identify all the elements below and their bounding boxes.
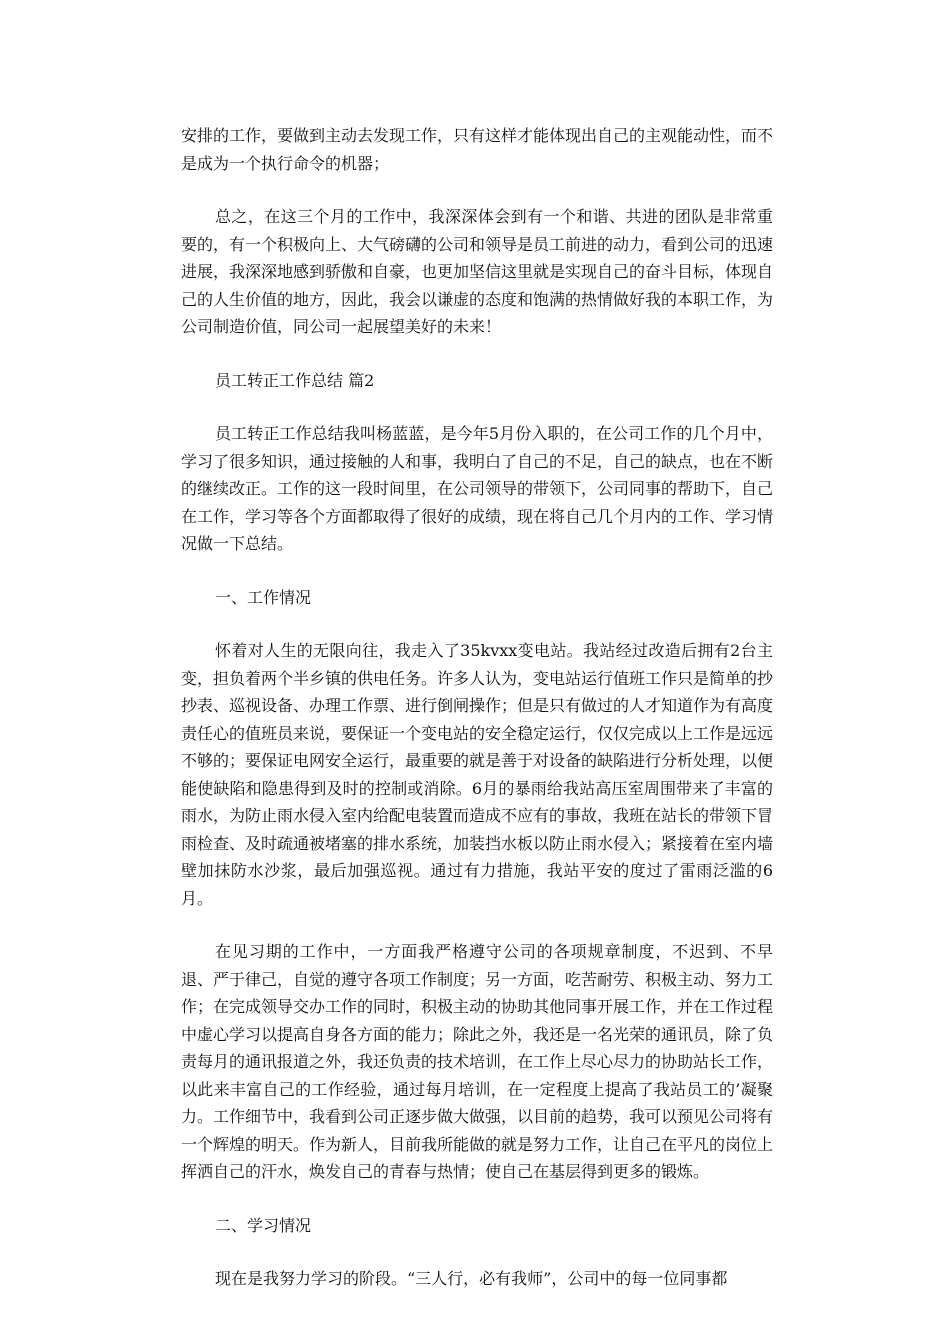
paragraph-continuation: 安排的工作，要做到主动去发现工作，只有这样才能体现出自己的主观能动性，而不是成为一个执行命令的机器； [181,126,774,173]
document-body [181,122,773,1319]
section-heading-work: 一、工作情况 [215,587,312,607]
article-title: 员工转正工作总结 篇2 [215,370,375,390]
paragraph-work-2: 在见习期的工作中，一方面我严格遵守公司的各项规章制度，不迟到、不早退、严于律己，自觉的遵守各项工作制度；另一方面，吃苦耐劳、积极主动、努力工作；在完成领导交办工作的同时，积极主动的协助其他同事开展工作，并在工作过程中虚心学习以提高自身各方面的能力；除此之外，我还是一名光荣的通讯员，除了负责每月的通讯报道之外，我还负责的技术培训，在工作上尽心尽力的协助站长工作，以此来丰富自己的工作经验，通过每月培训，在一定程度上提高了我站员工的’凝聚力。工作细节中，我看到公司正逐步做大做强，以目前的趋势，我可以预见公司将有一个辉煌的明天。作为新人，目前我所能做的就是努力工作，让自己在平凡的岗位上挥洒自己的汗水，焕发自己的青春与热情；使自己在基层得到更多的锻炼。 [181,942,774,1181]
paragraph-intro: 员工转正工作总结我叫杨蓝蓝，是今年5月份入职的，在公司工作的几个月中，学习了很多知识，通过接触的人和事，我明白了自己的不足，自己的缺点，也在不断的继续改正。工作的这一段时间里，在公司领导的带领下，公司同事的帮助下，自己在工作，学习等各个方面都取得了很好的成绩，现在将自己几个月内的工作、学习情况做一下总结。 [181,424,774,553]
paragraph-conclusion: 总之，在这三个月的工作中，我深深体会到有一个和谐、共进的团队是非常重要的，有一个积极向上、大气磅礴的公司和领导是员工前进的动力，看到公司的迅速进展，我深深地感到骄傲和自豪，也更加坚信这里就是实现自己的奋斗目标，体现自己的人生价值的地方，因此，我会以谦虚的态度和饱满的热情做好我的本职工作，为公司制造价值，同公司一起展望美好的未来！ [181,207,774,336]
section-heading-study: 二、学习情况 [215,1215,312,1235]
paragraph-work-1: 怀着对人生的无限向往，我走入了35kvxx变电站。我站经过改造后拥有2台主变，担负着两个半乡镇的供电任务。许多人认为，变电站运行值班工作只是简单的抄抄表、巡视设备、办理工作票、进行倒闸操作；但是只有做过的人才知道作为有高度责任心的值班员来说，要保证一个变电站的安全稳定运行，仅仅完成以上工作是远远不够的；要保证电网安全运行，最重要的就是善于对设备的缺陷进行分析处理，以便能使缺陷和隐患得到及时的控制或消除。6月的暴雨给我站高压室周围带来了丰富的雨水，为防止雨水侵入室内给配电装置而造成不应有的事故，我班在站长的带领下冒雨检查、及时疏通被堵塞的排水系统，加装挡水板以防止雨水侵入；紧接着在室内墙壁加抹防水沙浆，最后加强巡视。通过有力措施，我站平安的度过了雷雨泛滥的6月。 [181,641,774,908]
paragraph-study-1: 现在是我努力学习的阶段。“三人行，必有我师”，公司中的每一位同事都 [215,1269,728,1288]
